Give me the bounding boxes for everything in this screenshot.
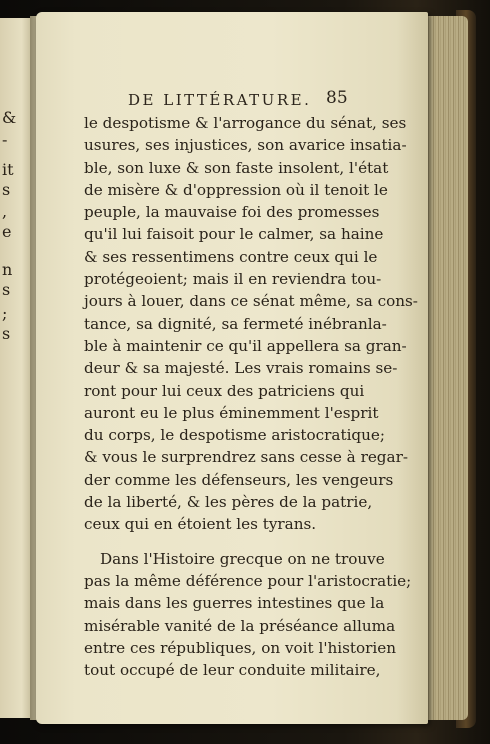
text-line: deur & sa majesté. Les vrais romains se- — [84, 359, 398, 378]
text-line: le despotisme & l'arrogance du sénat, ses — [84, 114, 407, 132]
text-line: Dans l'Histoire grecque on ne trouve — [100, 549, 385, 568]
text-line: tance, sa dignité, sa fermeté inébranla- — [84, 314, 387, 333]
text-line: & ses ressentimens contre ceux qui le — [84, 247, 378, 266]
text-line: misérable vanité de la préséance alluma — [84, 616, 396, 635]
page-number: 85 — [326, 88, 348, 108]
text-line: de la liberté, & les pères de la patrie, — [84, 493, 373, 512]
text-line: der comme les défenseurs, les vengeurs — [84, 470, 394, 489]
page-edges — [424, 16, 468, 720]
left-fragment: it — [2, 160, 14, 179]
left-fragment: e — [2, 222, 12, 241]
left-fragment: s — [2, 180, 11, 199]
left-fragment: & — [2, 108, 17, 127]
text-line: peuple, la mauvaise foi des promesses — [84, 203, 380, 222]
text-line: pas la même déférence pour l'aristocratie; — [84, 571, 412, 590]
body-text — [84, 112, 418, 681]
text-line: usures, ses injustices, son avarice insatia- — [84, 136, 407, 155]
text-line: protégeoient; mais il en reviendra tou- — [84, 270, 382, 289]
text-line: jours à louer, dans ce sénat même, sa cons- — [84, 292, 418, 311]
paragraph-2 — [84, 548, 412, 682]
text-line: qu'il lui faisoit pour le calmer, sa haine — [84, 225, 384, 244]
text-line: tout occupé de leur conduite militaire, — [84, 661, 381, 680]
text-line: auront eu le plus éminemment l'esprit — [84, 403, 379, 422]
text-line: ront pour lui ceux des patriciens qui — [84, 381, 365, 400]
text-line: ceux qui en étoient les tyrans. — [84, 515, 317, 534]
left-fragment: n — [2, 260, 13, 279]
left-fragment: - — [2, 130, 8, 149]
left-fragment: s — [2, 280, 11, 299]
page-header — [36, 88, 428, 112]
left-fragment: ; — [2, 304, 8, 323]
text-line: du corps, le despotisme aristocratique; — [84, 426, 386, 445]
left-fragment: s — [2, 324, 11, 343]
text-line: mais dans les guerres intestines que la — [84, 594, 385, 613]
text-line: & vous le surprendrez sans cesse à regar- — [84, 448, 408, 467]
text-line: ble à maintenir ce qu'il appellera sa gran- — [84, 336, 407, 355]
left-fragment: , — [2, 202, 8, 221]
text-line: ble, son luxe & son faste insolent, l'état — [84, 158, 389, 177]
running-title: DE LITTÉRATURE. — [128, 91, 312, 109]
text-line: de misère & d'oppression où il tenoit le — [84, 180, 388, 199]
text-line: entre ces républiques, on voit l'historien — [84, 638, 397, 657]
paragraph-1 — [84, 112, 418, 536]
